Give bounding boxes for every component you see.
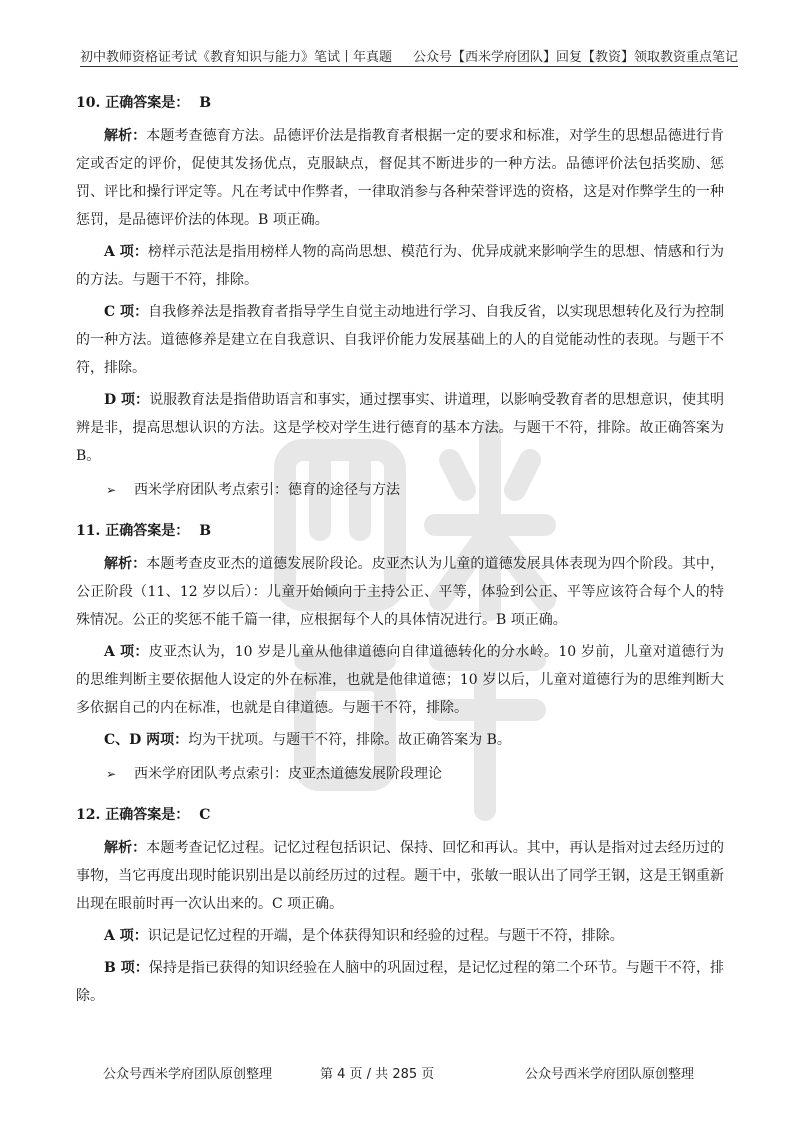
arrow-bullet-icon: ➢ <box>106 767 117 781</box>
q11-answer-letter: B <box>199 523 212 539</box>
q12-option-b-label: B 项： <box>104 960 149 976</box>
q10-index <box>76 476 724 504</box>
q11-answer-heading <box>76 520 724 542</box>
q11-index-text: 西米学府团队考点索引：皮亚杰道德发展阶段理论 <box>134 766 442 782</box>
q10-index-text: 西米学府团队考点索引：德育的途径与方法 <box>134 482 400 498</box>
q10-option-c-label: C 项： <box>104 304 149 320</box>
q11-option-a <box>76 638 724 722</box>
q12-option-a-text: 识记是记忆过程的开端，是个体获得知识和经验的过程。与题干不符，排除。 <box>147 928 624 944</box>
q12-answer-letter: C <box>199 807 211 823</box>
q10-option-a-label: A 项： <box>104 244 148 260</box>
q11-option-cd <box>76 726 724 754</box>
q12-analysis <box>76 834 724 918</box>
q10-option-c-text: 自我修养法是指教育者指导学生自觉主动地进行学习、自我反省，以实现思想转化及行为控制的一种方法。道德修养是建立在自我意识、自我评价能力发展基础上的人的自觉能动性的表现。与题干不符，排除。 <box>76 304 724 376</box>
q11-analysis-label: 解析： <box>104 556 147 572</box>
q12-option-a <box>76 922 724 950</box>
q10-analysis-text: 本题考查德育方法。品德评价法是指教育者根据一定的要求和标准，对学生的思想品德进行肯定或否定的评价，促使其发扬优点，克服缺点，督促其不断进步的一种方法。品德评价法包括奖励、惩罚、评比和操行评定等。凡在考试中作弊者，一律取消参与各种荣誉评选的资格，这是对作弊学生的一种惩罚，是品德评价法的体现。B 项正确。 <box>76 128 724 228</box>
q11-index <box>76 760 724 788</box>
footer-page-number: 第 4 页 / 共 285 页 <box>320 1067 435 1082</box>
q10-answer-letter: B <box>199 95 212 111</box>
q10-option-d <box>76 386 724 470</box>
q12-answer-heading <box>76 804 724 826</box>
q11-analysis <box>76 550 724 634</box>
q12-option-b-text: 保持是指已获得的知识经验在人脑中的巩固过程，是记忆过程的第二个环节。与题干不符，排除。 <box>76 960 724 1004</box>
q10-option-d-label: D 项： <box>104 392 150 408</box>
q11-option-cd-text: 均为干扰项。与题干不符，排除。故正确答案为 B。 <box>188 732 511 748</box>
page-content <box>76 92 724 1014</box>
footer-right-text: 公众号西米学府团队原创整理 <box>525 1067 695 1082</box>
q10-option-c <box>76 298 724 382</box>
q10-option-a-text: 榜样示范法是指用榜样人物的高尚思想、模范行为、优异成就来影响学生的思想、情感和行为的方法。与题干不符，排除。 <box>76 244 724 288</box>
q10-analysis-label: 解析： <box>104 128 147 144</box>
q10-option-a <box>76 238 724 294</box>
q12-title: 12. 正确答案是： <box>76 807 190 823</box>
q10-analysis <box>76 122 724 234</box>
q12-option-b <box>76 954 724 1010</box>
q10-title: 10. 正确答案是： <box>76 95 190 111</box>
header-right-text: 公众号【西米学府团队】回复【教资】领取教资重点笔记 <box>412 50 738 65</box>
q11-analysis-text: 本题考查皮亚杰的道德发展阶段论。皮亚杰认为儿童的道德发展具体表现为四个阶段。其中，公正阶段（11、12 岁以后）：儿童开始倾向于主持公正、平等，体验到公正、平等应该符合每个人的特殊情况。公正的奖惩不能千篇一律，应根据每个人的具体情况进行。B 项正确。 <box>76 556 724 628</box>
header-left-text: 初中教师资格证考试《教育知识与能力》笔试丨年真题 <box>80 50 393 65</box>
arrow-bullet-icon: ➢ <box>106 483 117 497</box>
q12-analysis-text: 本题考查记忆过程。记忆过程包括识记、保持、回忆和再认。其中，再认是指对过去经历过的事物，当它再度出现时能识别出是以前经历过的过程。题干中，张敏一眼认出了同学王钢，这是王钢重新出现在眼前时再一次认出来的。C 项正确。 <box>76 840 724 912</box>
q10-option-d-text: 说服教育法是指借助语言和事实，通过摆事实、讲道理，以影响受教育者的思想意识，使其明辨是非，提高思想认识的方法。这是学校对学生进行德育的基本方法。与题干不符，排除。故正确答案为 B。 <box>76 392 725 464</box>
q11-option-a-label: A 项： <box>104 644 149 660</box>
q12-option-a-label: A 项： <box>104 928 148 944</box>
q10-answer-heading <box>76 92 724 114</box>
q11-title: 11. 正确答案是： <box>76 523 190 539</box>
page-header <box>80 44 738 67</box>
q11-option-cd-label: C、D 两项： <box>104 732 189 748</box>
q11-option-a-text: 皮亚杰认为，10 岁是儿童从他律道德向自律道德转化的分水岭。10 岁前，儿童对道德行为的思维判断主要依据他人设定的外在标准，也就是他律道德；10 岁以后，儿童对道德行为的思维判断大多依据自己的内在标准，也就是自律道德。与题干不符，排除。 <box>76 644 724 716</box>
footer-left-text: 公众号西米学府团队原创整理 <box>103 1067 273 1082</box>
q12-analysis-label: 解析： <box>104 840 147 856</box>
